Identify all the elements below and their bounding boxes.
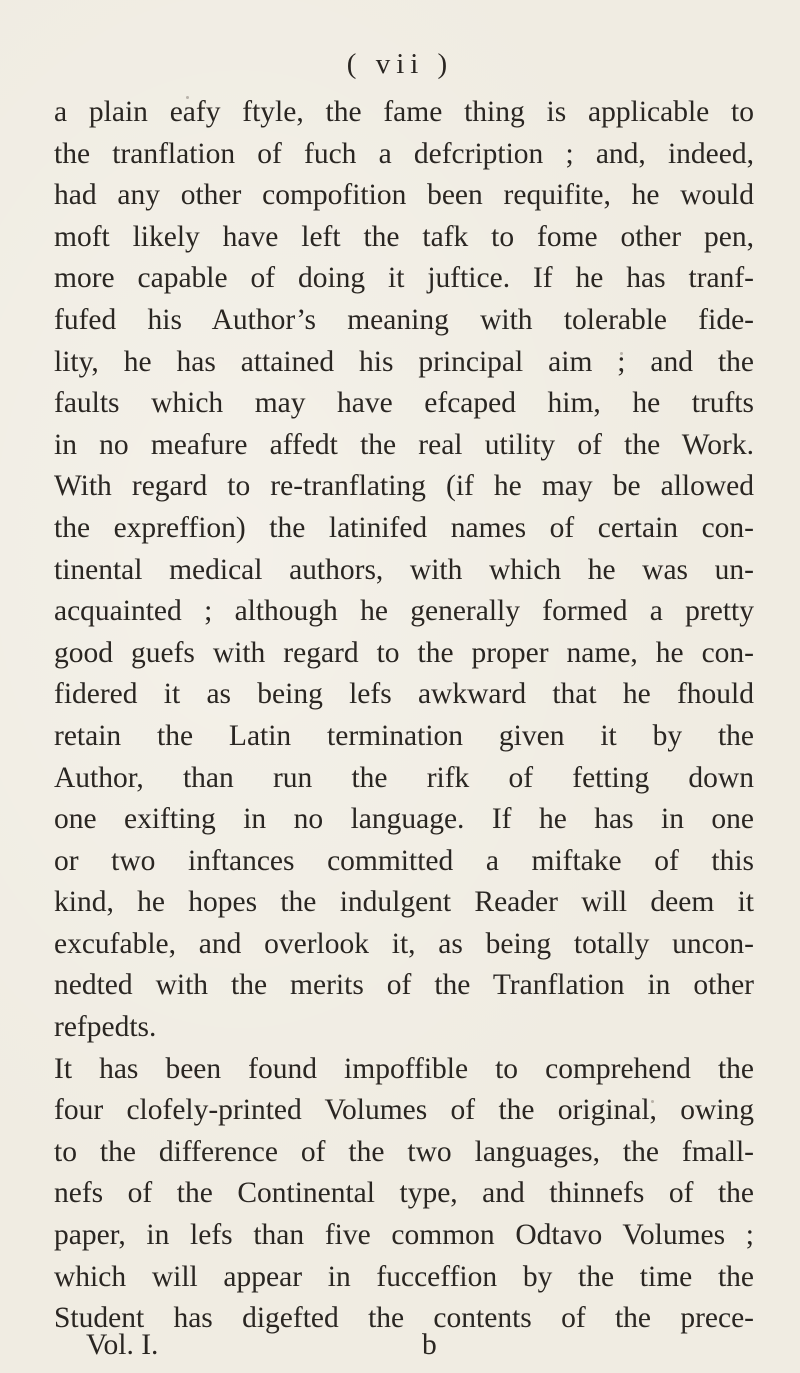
text-line: or two inftances committed a miftake of this (54, 844, 754, 877)
page-footer (54, 1324, 754, 1366)
text-line: good guefs with regard to the proper name, he con- (54, 636, 754, 669)
text-line: fidered it as being lefs awkward that he fhould (54, 678, 754, 711)
text-line: lity, he has attained his principal aim ; and the (54, 345, 754, 378)
page-number: ( vii ) (346, 48, 454, 80)
text-line: in no meafure affedt the real utility of the Work. (54, 428, 754, 461)
text-line: retain the Latin termination given it by the (54, 719, 754, 752)
text-line: Student has digefted the contents of the prece- (54, 1302, 754, 1335)
body-text (54, 92, 754, 1340)
text-line: excufable, and overlook it, as being totally uncon- (54, 927, 754, 960)
text-line: tinental medical authors, with which he was un- (54, 553, 754, 586)
text-line: acquainted ; although he generally formed a pretty (54, 595, 754, 628)
text-line: kind, he hopes the indulgent Reader will deem it (54, 886, 754, 919)
text-line: one exifting in no language. If he has in one (54, 803, 754, 836)
text-line: the tranflation of fuch a defcription ; and, indeed, (54, 137, 754, 170)
paragraph-end-line: refpedts. (54, 1011, 157, 1044)
text-line: nedted with the merits of the Tranflation in other (54, 969, 754, 1002)
text-line: paper, in lefs than five common Odtavo Volumes ; (54, 1219, 754, 1252)
text-line: to the difference of the two languages, the fmall- (54, 1135, 754, 1168)
paragraph-start-line: It has been found impoffible to comprehend the (54, 1052, 754, 1085)
paper-speck (620, 352, 623, 355)
text-line: more capable of doing it juftice. If he has tranf- (54, 262, 754, 295)
signature-mark: b (422, 1329, 437, 1361)
volume-label: Vol. I. (86, 1329, 159, 1361)
text-line: the expreffion) the latinifed names of certain con- (54, 511, 754, 544)
text-line: a plain eafy ftyle, the fame thing is applicable to (54, 96, 754, 128)
text-line: With regard to re-tranflating (if he may be allowed (54, 470, 754, 503)
text-line: moft likely have left the tafk to fome other pen, (54, 220, 754, 253)
text-line: which will appear in fucceffion by the time the (54, 1260, 754, 1293)
text-line: four clofely-printed Volumes of the original, owing (54, 1094, 754, 1127)
text-line: fufed his Author’s meaning with tolerable fide- (54, 303, 754, 336)
text-line: Author, than run the rifk of fetting down (54, 761, 754, 794)
text-line: faults which may have efcaped him, he trufts (54, 387, 754, 420)
text-line: nefs of the Continental type, and thinnefs of the (54, 1177, 754, 1210)
text-line: had any other compofition been requifite, he would (54, 179, 754, 212)
paper-speck (651, 1100, 654, 1103)
paper-speck (186, 96, 189, 99)
